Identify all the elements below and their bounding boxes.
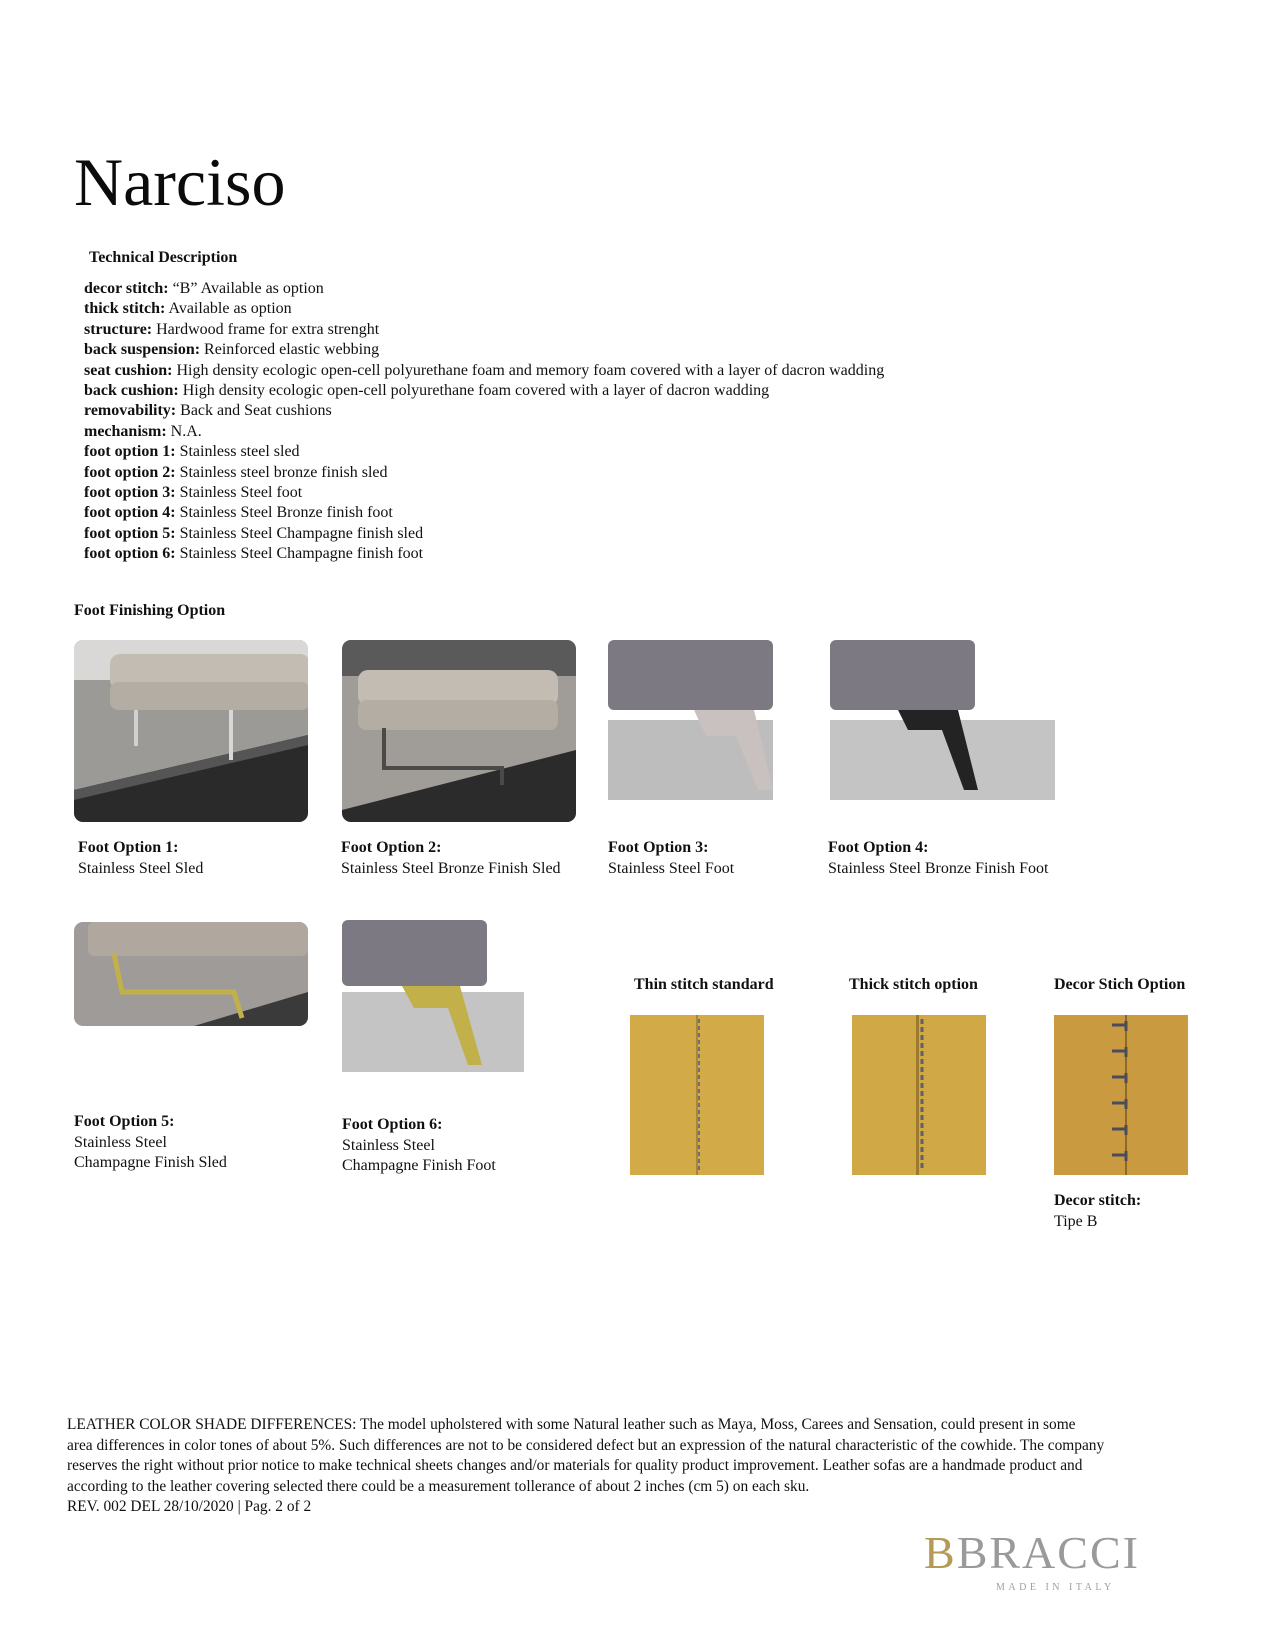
spec-value: Back and Seat cushions: [180, 402, 332, 420]
foot-option-text: Stainless Steel Sled: [78, 859, 204, 877]
spec-label: foot option 3:: [84, 484, 176, 502]
logo-tagline: MADE IN ITALY: [996, 1582, 1115, 1593]
foot-option-heading: Foot Option 6:: [342, 1116, 443, 1133]
foot-option-text: Stainless Steel Foot: [608, 859, 735, 877]
foot-option-5-caption: [74, 1112, 227, 1174]
spec-label: foot option 4:: [84, 504, 176, 522]
decor-stitch-swatch: [1054, 1015, 1188, 1175]
disclaimer-line: LEATHER COLOR SHADE DIFFERENCES: The model upholstered with some Natural leather such as Maya, Moss, Carees and Sensation, could present in some: [67, 1416, 1076, 1433]
spec-value: Stainless steel bronze finish sled: [179, 463, 388, 481]
spec-value: High density ecologic open-cell polyurethane foam covered with a layer of dacron wadding: [182, 382, 770, 400]
spec-label: decor stitch:: [84, 280, 169, 297]
logo-mark: B: [924, 1527, 957, 1578]
thin-stitch-swatch: [630, 1015, 764, 1175]
decor-stitch-caption-heading: Decor stitch:: [1054, 1192, 1142, 1209]
spec-label: structure:: [84, 320, 153, 338]
spec-row: [84, 340, 884, 360]
spec-value: Stainless Steel Champagne finish foot: [179, 545, 424, 563]
foot-option-2-caption: [341, 838, 561, 879]
foot-finishing-heading: Foot Finishing Option: [74, 602, 226, 619]
foot-option-heading: Foot Option 5:: [74, 1113, 175, 1130]
spec-list: [84, 279, 884, 565]
disclaimer-line: reserves the right without prior notice to make technical sheets changes and/or materials for quality product improvement. Leather sofas are a handmade product and: [67, 1457, 1083, 1474]
spec-row: [84, 463, 884, 483]
spec-label: thick stitch:: [84, 300, 166, 318]
foot-option-text: Stainless Steel: [74, 1133, 167, 1151]
spec-row: [84, 381, 884, 401]
thick-stitch-heading: Thick stitch option: [849, 976, 978, 993]
foot-option-heading: Foot Option 2:: [341, 839, 442, 856]
decor-stitch-caption-text: Tipe B: [1054, 1212, 1098, 1230]
foot-option-6-caption: [342, 1115, 496, 1177]
disclaimer-line: area differences in color tones of about 5%. Such differences are not to be considered defect but an expression of the natural characteristic of the cowhide. The company: [67, 1436, 1105, 1454]
spec-label: back suspension:: [84, 341, 201, 359]
page-title: Narciso: [74, 144, 286, 220]
disclaimer: [67, 1415, 1217, 1518]
spec-row: [84, 279, 884, 299]
thin-stitch-heading: Thin stitch standard: [634, 976, 774, 993]
foot-option-text: Champagne Finish Sled: [74, 1154, 227, 1171]
revision-line: REV. 002 DEL 28/10/2020 | Pag. 2 of 2: [67, 1498, 312, 1515]
spec-value: N.A.: [170, 422, 202, 440]
foot-option-2-photo: [342, 640, 576, 822]
disclaimer-line: according to the leather covering selected there could be a measurement tollerance of about 2 inches (cm 5) on each sku.: [67, 1477, 810, 1495]
spec-row: [84, 483, 884, 503]
spec-value: Stainless Steel foot: [179, 484, 303, 502]
spec-value: Stainless steel sled: [179, 443, 300, 461]
spec-row: [84, 401, 884, 421]
spec-row: [84, 503, 884, 523]
spec-row: [84, 544, 884, 564]
spec-label: foot option 2:: [84, 463, 176, 481]
spec-label: removability:: [84, 402, 177, 420]
spec-value: High density ecologic open-cell polyurethane foam and memory foam covered with a layer of dacron wadding: [176, 361, 885, 379]
spec-value: “B” Available as option: [172, 280, 324, 297]
foot-option-heading: Foot Option 1:: [78, 839, 179, 856]
foot-option-1-photo: [74, 640, 308, 822]
spec-label: back cushion:: [84, 382, 179, 400]
foot-option-text: Stainless Steel Bronze Finish Sled: [341, 859, 561, 877]
spec-label: seat cushion:: [84, 361, 173, 379]
spec-row: [84, 299, 884, 319]
foot-option-heading: Foot Option 3:: [608, 839, 709, 856]
spec-label: foot option 1:: [84, 443, 176, 461]
spec-label: foot option 6:: [84, 545, 176, 563]
decor-stitch-caption: [1054, 1191, 1141, 1232]
foot-option-3-photo: [608, 640, 773, 822]
thick-stitch-swatch: [852, 1015, 986, 1175]
spec-row: [84, 320, 884, 340]
spec-row: [84, 524, 884, 544]
spec-label: foot option 5:: [84, 524, 176, 542]
technical-description-heading: Technical Description: [89, 249, 238, 266]
foot-option-text: Stainless Steel Bronze Finish Foot: [828, 859, 1049, 877]
spec-label: mechanism:: [84, 422, 167, 440]
foot-option-text: Stainless Steel: [342, 1136, 435, 1154]
foot-option-4-photo: [830, 640, 1055, 822]
spec-value: Stainless Steel Champagne finish sled: [179, 524, 424, 542]
foot-option-text: Champagne Finish Foot: [342, 1157, 496, 1174]
foot-option-3-caption: [608, 838, 734, 879]
spec-value: Available as option: [168, 300, 292, 318]
foot-option-4-caption: [828, 838, 1048, 879]
spec-value: Hardwood frame for extra strenght: [156, 320, 380, 338]
spec-row: [84, 442, 884, 462]
spec-row: [84, 422, 884, 442]
foot-option-6-photo: [342, 920, 524, 1090]
spec-value: Stainless Steel Bronze finish foot: [179, 504, 393, 522]
decor-stitch-heading: Decor Stich Option: [1054, 976, 1186, 993]
bracci-logo: [924, 1527, 1140, 1578]
foot-option-5-photo: [74, 922, 308, 1026]
logo-name: BRACCI: [956, 1527, 1140, 1578]
foot-option-1-caption: [78, 838, 203, 879]
foot-option-heading: Foot Option 4:: [828, 839, 929, 856]
spec-row: [84, 361, 884, 381]
spec-value: Reinforced elastic webbing: [204, 341, 380, 359]
